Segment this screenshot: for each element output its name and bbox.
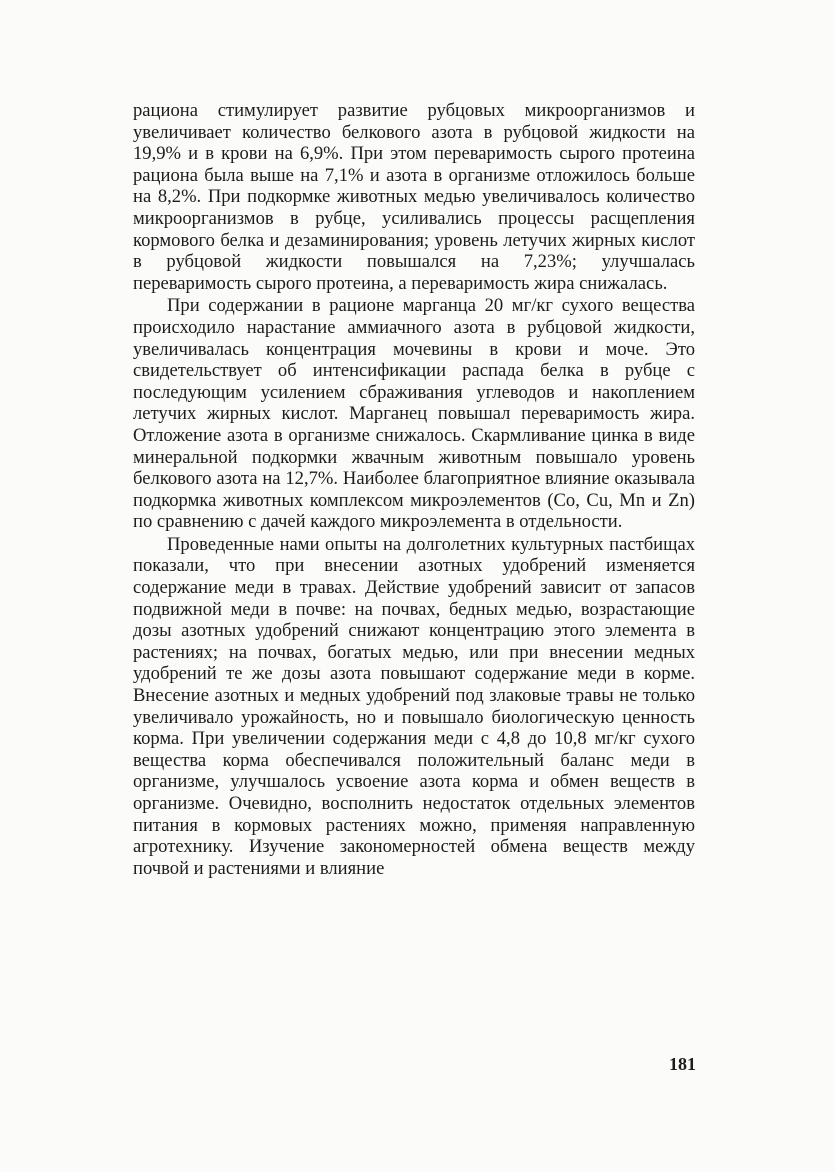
page-number: 181 <box>669 1054 696 1074</box>
paragraph-2: При содержании в рационе марганца 20 мг/кг сухого вещества происходило нарастание аммиачного азота в рубцовой жидкости, увеличивалась концентрация мочевины в крови и моче. Это свидетельствует об интенсификации распада белка в рубце с последующим усилением сбраживания углеводов и накоплением летучих жирных кислот. Марганец повышал переваримость жира. Отложение азота в организме снижалось. Скармливание цинка в виде минеральной подкормки жвачным животным повышало уровень белкового азота на 12,7%. Наиболее благоприятное влияние оказывала подкормка животных комплексом микроэлементов (Co, Cu, Mn и Zn) по сравнению с дачей каждого микроэлемента в отдельности. <box>133 295 695 533</box>
paragraph-3: Проведенные нами опыты на долголетних культурных пастбищах показали, что при внесении азотных удобрений изменяется содержание меди в травах. Действие удобрений зависит от запасов подвижной меди в почве: на почвах, бедных медью, возрастающие дозы азотных удобрений снижают концентрацию этого элемента в растениях; на почвах, богатых медью, или при внесении медных удобрений те же дозы азота повышают содержание меди в корме. Внесение азотных и медных удобрений под злаковые травы не только увеличивало урожайность, но и повышало биологическую ценность корма. При увеличении содержания меди с 4,8 до 10,8 мг/кг сухого вещества корма обеспечивался положительный баланс меди в организме, улучшалось усвоение азота корма и обмен веществ в организме. Очевидно, восполнить недостаток отдельных элементов питания в кормовых растениях можно, применяя направленную агротехнику. Изучение закономерностей обмена веществ между почвой и растениями и влияние <box>133 533 695 879</box>
body-text <box>133 100 695 879</box>
paragraph-1: рациона стимулирует развитие рубцовых микроорганизмов и увеличивает количество белкового азота в рубцовой жидкости на 19,9% и в крови на 6,9%. При этом переваримость сырого протеина рациона была выше на 7,1% и азота в организме отложилось больше на 8,2%. При подкормке животных медью увеличивалось количество микроорганизмов в рубце, усиливались процессы расщепления кормового белка и дезаминирования; уровень летучих жирных кислот в рубцовой жидкости повышался на 7,23%; улучшалась переваримость сырого протеина, а переваримость жира снижалась. <box>133 100 695 294</box>
